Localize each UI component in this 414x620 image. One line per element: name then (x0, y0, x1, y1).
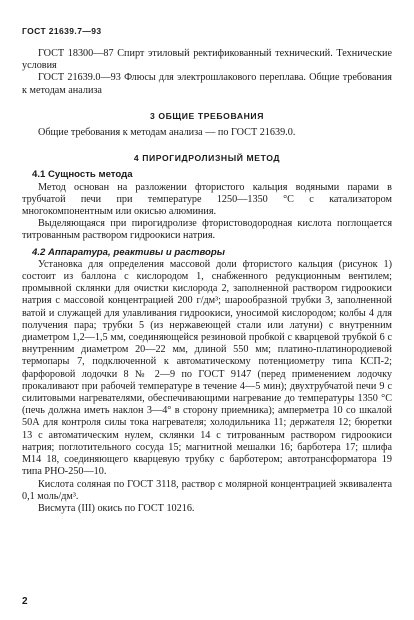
reference-gost-21639-0: ГОСТ 21639.0—93 Флюсы для электрошлакового переплава. Общие требования к методам анализа (22, 72, 392, 96)
section-4-title: 4 ПИРОГИДРОЛИЗНЫЙ МЕТОД (133, 153, 281, 164)
subsection-4-2-title: 4.2 Аппаратура, реактивы и растворы (32, 246, 225, 258)
section-3-title: 3 ОБЩИЕ ТРЕБОВАНИЯ (149, 110, 264, 121)
paragraph-bismuth-oxide: Висмута (III) окись по ГОСТ 10216. (38, 502, 195, 514)
section-3-text: Общие требования к методам анализа — по ГОСТ 21639.0. (38, 127, 296, 139)
subsection-4-1-title: 4.1 Сущность метода (32, 169, 133, 181)
document-body (22, 48, 392, 515)
page-number: 2 (22, 596, 28, 607)
paragraph-hydrochloric-acid: Кислота соляная по ГОСТ 3118, раствор с молярной концентрацией эквивалента 0,1 моль/дм³. (22, 478, 392, 502)
paragraph-method-essence: Метод основан на разложении фтористого кальция водяными парами в трубчатой печи при температуре 1250—1350 °С с катализатором многокомпонентным или окисью алюминия. (22, 181, 392, 218)
reference-gost-18300: ГОСТ 18300—87 Спирт этиловый ректификованный технический. Технические условия (22, 48, 392, 72)
paragraph-apparatus: Установка для определения массовой доли фтористого кальция (рисунок 1) состоит из баллона с кислородом 1, снабженного редукционным вентилем; промывной склянки для очистки кислорода 2, заполненной раствором гидроокиси натрия с массовой концентрацией 200 г/дм³; шарообразной трубки 3, заполненной ватой и служащей для улавливания гидроокиси, уносимой кислородом; колбы 4 для получения пара; трубки 5 (из нержавеющей стали или латуни) с внутренним диаметром 1,2—1,5 мм, соединяющейся резиновой пробкой с кварцевой трубкой 6 с внутренним диаметром 20—22 мм, длиной 550 мм; платино-платинородиевой термопары 7, подключенной к автоматическому потенциометру типа КСП-2; фарфоровой лодочки 8 № 2—9 по ГОСТ 9147 (перед применением лодочку прокаливают при рабочей температуре в течение 4—5 мин); двухтрубчатой печи 9 с силитовыми нагревателями, обеспечивающими нагревание до температуры 1350 °С (печь должна иметь наклон 3—4° в сторону приемника); амперметра 10 со шкалой 50А для контроля силы тока нагревателя; холодильника 11; держателя 12; бюретки 13 с автоматическим нулем, склянки 14 с титрованным раствором гидроокиси натрия; поглотительного сосуда 15; магнитной мешалки 16; барботера 17; шлифа М14 18, соединяющего кварцевую трубку с барботером; автотрансформатора 19 типа РНО-250—10. (22, 258, 392, 478)
document-header-code: ГОСТ 21639.7—93 (22, 26, 102, 36)
paragraph-hf-absorption: Выделяющаяся при пирогидролизе фтористоводородная кислота поглощается титрованным раствором гидроокиси натрия. (22, 218, 392, 242)
